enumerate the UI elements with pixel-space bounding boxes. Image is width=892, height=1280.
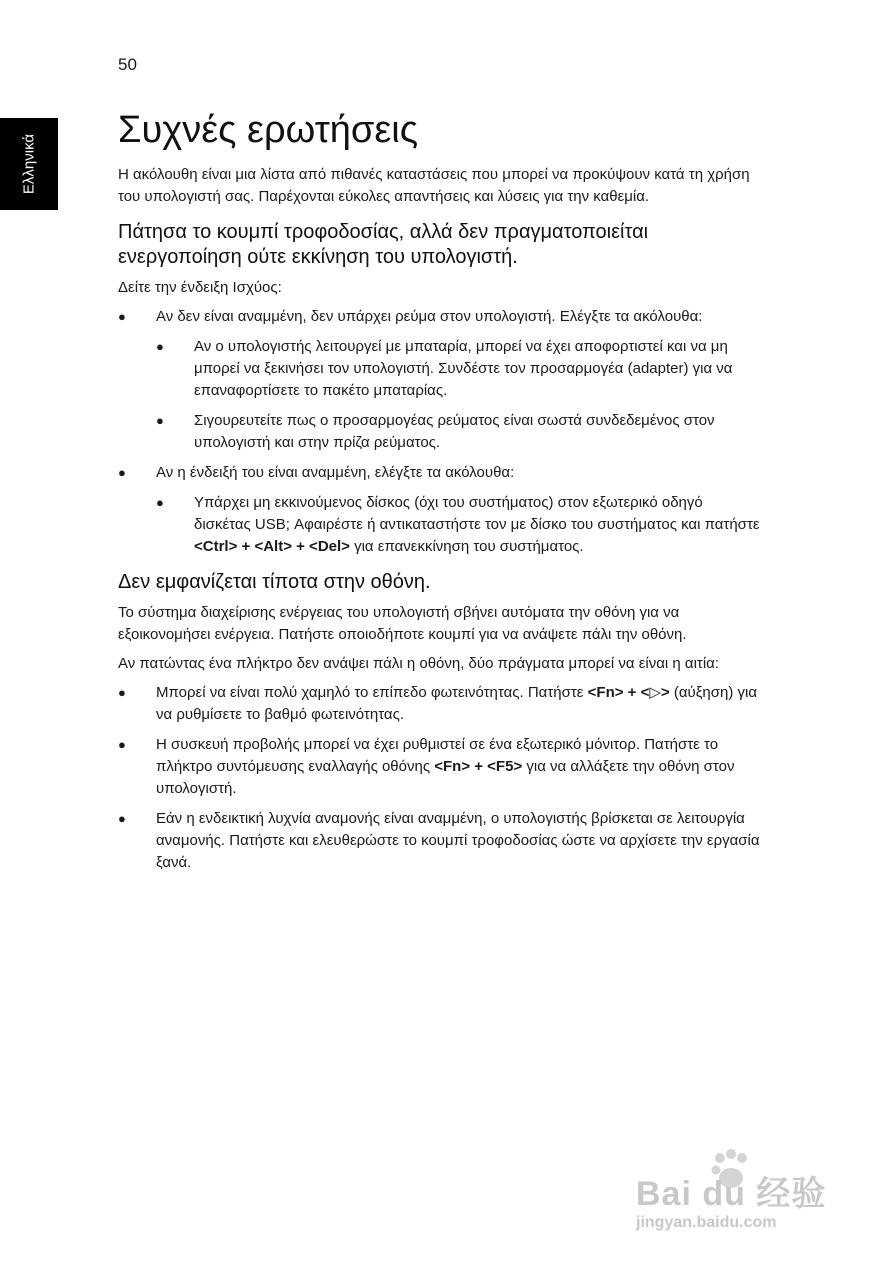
- display-paragraph-2: Αν πατώντας ένα πλήκτρο δεν ανάψει πάλι η οθόνη, δύο πράγματα μπορεί να είναι η αιτία:: [118, 655, 720, 672]
- bullet-icon: ●: [156, 495, 164, 510]
- list-item: [118, 682, 763, 726]
- baidu-watermark: [636, 1148, 856, 1248]
- power-list: [118, 306, 763, 558]
- bullet-icon: ●: [118, 309, 126, 324]
- list-item-text: Υπάρχει μη εκκινούμενος δίσκος (όχι του συστήματος) στον εξωτερικό οδηγό δισκέτας USB; Αφαιρέστε ή αντικαταστήστε τον με δίσκο του συστήματος και πατήστε: [194, 494, 760, 533]
- page-content: [118, 108, 763, 882]
- bullet-icon: ●: [156, 413, 164, 428]
- language-side-tab: [0, 118, 58, 210]
- watermark-logo: Bai du 经验: [636, 1175, 827, 1213]
- language-tab-label: Ελληνικά: [20, 133, 38, 195]
- sub-list: [156, 492, 763, 558]
- list-item-text: Αν δεν είναι αναμμένη, δεν υπάρχει ρεύμα στον υπολογιστή. Ελέγξτε τα ακόλουθα:: [156, 308, 703, 325]
- bullet-icon: ●: [118, 737, 126, 752]
- list-item-text: (αύξηση) για να ρυθμίσετε το βαθμό φωτεινότητας.: [156, 684, 758, 723]
- list-item-text: Αν η ένδειξή του είναι αναμμένη, ελέγξτε τα ακόλουθα:: [156, 464, 515, 481]
- bullet-icon: ●: [156, 339, 164, 354]
- power-lead: Δείτε την ένδειξη Ισχύος:: [118, 279, 282, 296]
- list-item: [118, 808, 763, 874]
- key-combination: <Fn> + <▷>: [587, 684, 670, 701]
- page-number: 50: [118, 55, 137, 74]
- sub-list-item: [156, 336, 763, 402]
- watermark-url: jingyan.baidu.com: [636, 1214, 777, 1231]
- list-item: [118, 306, 763, 454]
- list-item-text: Μπορεί να είναι πολύ χαμηλό το επίπεδο φωτεινότητας. Πατήστε: [156, 684, 588, 701]
- list-item: [118, 734, 763, 800]
- section-heading-power: Πάτησα το κουμπί τροφοδοσίας, αλλά δεν πραγματοποιείται ενεργοποίηση ούτε εκκίνηση του υπολογιστή.: [118, 221, 649, 268]
- list-item: [118, 462, 763, 558]
- list-item-text: για επανεκκίνηση του συστήματος.: [349, 538, 584, 555]
- key-combination: <Fn> + <F5>: [434, 758, 523, 775]
- list-item-text: Σιγουρευτείτε πως ο προσαρμογέας ρεύματος είναι σωστά συνδεδεμένος στον υπολογιστή και στην πρίζα ρεύματος.: [194, 412, 715, 451]
- bullet-icon: ●: [118, 465, 126, 480]
- bullet-icon: ●: [118, 685, 126, 700]
- sub-list-item: [156, 410, 763, 454]
- list-item-text: για να αλλάξετε την οθόνη στον υπολογιστή.: [156, 758, 735, 797]
- list-item-text: Η συσκευή προβολής μπορεί να έχει ρυθμιστεί σε ένα εξωτερικό μόνιτορ. Πατήστε το πλήκτρο συντόμευσης εναλλαγής οθόνης: [156, 736, 719, 775]
- key-combination: <Ctrl> + <Alt> + <Del>: [194, 538, 350, 555]
- display-paragraph-1: Το σύστημα διαχείρισης ενέργειας του υπολογιστή σβήνει αυτόματα την οθόνη για να εξοικονομήσει ενέργεια. Πατήστε οποιοδήποτε κουμπί για να ανάψετε πάλι την οθόνη.: [118, 604, 687, 643]
- list-item-text: Εάν η ενδεικτική λυχνία αναμονής είναι αναμμένη, ο υπολογιστής βρίσκεται σε λειτουργία αναμονής. Πατήστε και ελευθερώστε το κουμπί τροφοδοσίας ώστε να αρχίσετε την εργασία ξανά.: [156, 810, 760, 871]
- list-item-text: Αν ο υπολογιστής λειτουργεί με μπαταρία, μπορεί να έχει αποφορτιστεί και να μη μπορεί να ξεκινήσει τον υπολογιστή. Συνδέστε τον προσαρμογέα (adapter) για να επαναφορτίσετε το πακέτο μπαταρίας.: [194, 338, 733, 399]
- sub-list: [156, 336, 763, 454]
- sub-list-item: [156, 492, 763, 558]
- intro-paragraph: Η ακόλουθη είναι μια λίστα από πιθανές καταστάσεις που μπορεί να προκύψουν κατά τη χρήση του υπολογιστή σας. Παρέχονται εύκολες απαντήσεις και λύσεις για την καθεμία.: [118, 166, 750, 205]
- bullet-icon: ●: [118, 811, 126, 826]
- display-list: [118, 682, 763, 874]
- page-title: Συχνές ερωτήσεις: [118, 109, 419, 151]
- section-heading-display: Δεν εμφανίζεται τίποτα στην οθόνη.: [118, 571, 431, 593]
